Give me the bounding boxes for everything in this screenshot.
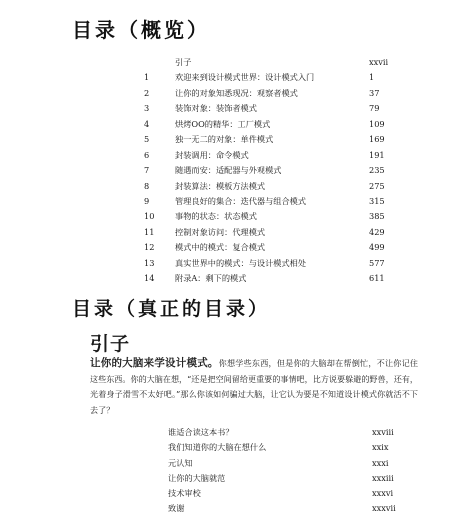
intro-body: 你想学些东西，但是你的大脑却在帮倒忙，不让你记住这些东西。你的大脑在想，“还是把空间留给更重要的事情吧，比方说要躲避的野兽，还有，光着身子滑雪不太好吧。”那么你该如何骗过大脑，让它认为要是不知道设计模式你就活不下去了？ xyxy=(90,358,418,415)
chapter-number: 12 xyxy=(144,242,155,253)
page-number: 1 xyxy=(369,72,375,83)
toc-row xyxy=(144,163,409,178)
page-number: 385 xyxy=(369,211,385,222)
toc-overview-title: 目录（概览） xyxy=(72,18,210,42)
page-number: xxviii xyxy=(372,427,394,437)
page-number: 169 xyxy=(369,134,385,145)
subsection-title: 元认知 xyxy=(168,457,193,468)
chapter-number: 5 xyxy=(144,134,150,145)
toc-overview-list xyxy=(144,55,409,287)
chapter-title: 独一无二的对象：单件模式 xyxy=(175,134,274,145)
chapter-number: 11 xyxy=(144,226,155,237)
toc-real-title: 目录（真正的目录） xyxy=(72,298,271,320)
page-number: 37 xyxy=(369,87,380,98)
chapter-number: 1 xyxy=(144,72,150,83)
toc-row xyxy=(144,101,409,116)
page-number: 109 xyxy=(369,118,385,129)
chapter-number: 2 xyxy=(144,87,150,98)
chapter-title: 封装调用：命令模式 xyxy=(175,149,249,160)
page-number: xxix xyxy=(372,442,389,453)
intro-heading: 引子 xyxy=(90,333,131,355)
subsection-title: 致谢 xyxy=(168,503,185,514)
page-number: 429 xyxy=(369,226,385,237)
chapter-number xyxy=(144,55,175,70)
page-number: xxvii xyxy=(369,57,389,67)
page-number: 235 xyxy=(369,165,385,176)
chapter-title: 模式中的模式：复合模式 xyxy=(175,242,266,253)
chapter-title: 事物的状态：状态模式 xyxy=(175,211,257,222)
toc-row xyxy=(144,70,409,85)
chapter-title: 真实世界中的模式：与设计模式相处 xyxy=(175,257,307,268)
chapter-number: 10 xyxy=(144,211,155,222)
subsection-title: 我们知道你的大脑在想什么 xyxy=(168,442,267,453)
toc-row xyxy=(144,179,409,194)
chapter-title: 管理良好的集合：迭代器与组合模式 xyxy=(175,195,307,206)
toc-row xyxy=(144,271,409,286)
page-number: 79 xyxy=(369,103,380,114)
subsection-title: 技术审校 xyxy=(168,488,201,499)
toc-row xyxy=(144,256,409,271)
chapter-number: 4 xyxy=(144,118,150,129)
toc-row xyxy=(144,240,409,255)
page-number: xxxi xyxy=(372,457,389,468)
chapter-number: 13 xyxy=(144,257,155,268)
chapter-title: 装饰对象：装饰者模式 xyxy=(175,103,257,114)
chapter-title: 烘烤OO的精华：工厂模式 xyxy=(175,118,271,129)
toc-row xyxy=(144,225,409,240)
chapter-title: 控制对象访问：代理模式 xyxy=(175,226,266,237)
chapter-title: 引子 xyxy=(175,57,192,67)
toc-row xyxy=(144,55,409,70)
subsection-row xyxy=(168,486,408,501)
chapter-title: 随遇而安：适配器与外观模式 xyxy=(175,165,282,176)
intro-paragraph xyxy=(90,356,418,418)
toc-row xyxy=(144,117,409,132)
toc-row xyxy=(144,148,409,163)
subsection-row xyxy=(168,440,408,455)
chapter-title: 欢迎来到设计模式世界：设计模式入门 xyxy=(175,72,315,83)
toc-row xyxy=(144,86,409,101)
subsection-title: 让你的大脑就范 xyxy=(168,472,226,483)
chapter-title: 封装算法：模板方法模式 xyxy=(175,180,266,191)
intro-subsection-list xyxy=(168,425,408,517)
subsection-row xyxy=(168,456,408,471)
subsection-row xyxy=(168,501,408,516)
page-number: 499 xyxy=(369,242,385,253)
chapter-title: 让你的对象知悉现况：观察者模式 xyxy=(175,87,298,98)
intro-lead: 让你的大脑来学设计模式。 xyxy=(90,357,219,369)
page-number: 577 xyxy=(369,257,385,268)
chapter-number: 7 xyxy=(144,165,150,176)
chapter-number: 3 xyxy=(144,103,150,114)
subsection-row xyxy=(168,471,408,486)
subsection-title: 谁适合读这本书？ xyxy=(168,427,234,437)
subsection-row xyxy=(168,425,408,440)
chapter-title: 附录A：剩下的模式 xyxy=(175,273,247,284)
toc-row xyxy=(144,209,409,224)
page-number: 275 xyxy=(369,180,385,191)
page-number: xxxiii xyxy=(372,472,394,483)
chapter-number: 6 xyxy=(144,149,150,160)
page-number: 611 xyxy=(369,273,385,284)
toc-row xyxy=(144,132,409,147)
chapter-number: 14 xyxy=(144,273,155,284)
page-number: xxxvii xyxy=(372,503,396,514)
toc-row xyxy=(144,194,409,209)
page-number: 315 xyxy=(369,195,385,206)
page-number: 191 xyxy=(369,149,385,160)
chapter-number: 8 xyxy=(144,180,150,191)
chapter-number: 9 xyxy=(144,195,150,206)
page-number: xxxvi xyxy=(372,488,394,499)
